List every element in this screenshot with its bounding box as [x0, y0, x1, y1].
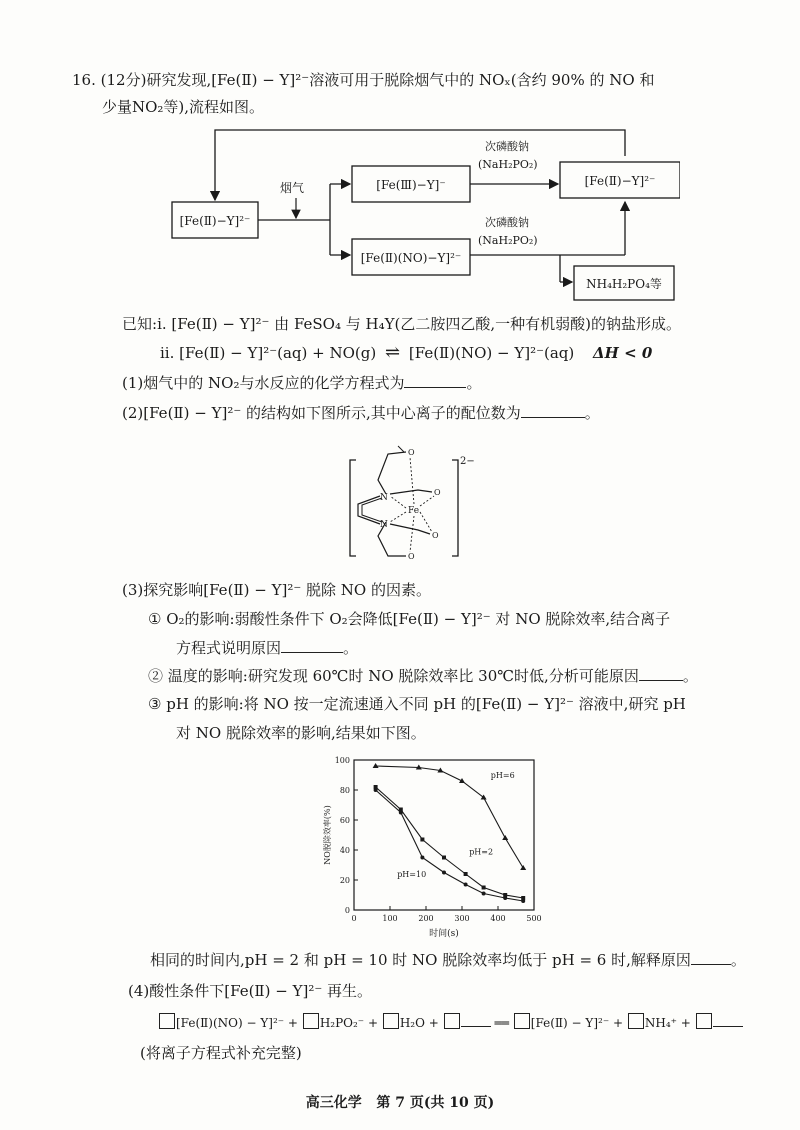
question-2	[122, 403, 600, 423]
x-tick-label: 400	[490, 914, 506, 923]
ph-efficiency-chart	[318, 752, 558, 942]
o-bottom: O	[408, 552, 415, 561]
fe3-label: [Fe(Ⅲ)−Y]⁻	[376, 178, 446, 192]
q1-end: 。	[466, 374, 482, 392]
data-point-pH=10	[374, 788, 378, 792]
eq-arrow: ══	[494, 1016, 509, 1030]
q2-answer-blank[interactable]	[521, 403, 585, 418]
known-i-text: i. [Fe(Ⅱ) − Y]²⁻ 由 FeSO₄ 与 H₄Y(乙二胺四乙酸,一种有机弱酸)的钠盐形成。	[157, 315, 681, 333]
eq-term-1: [Fe(Ⅱ)(NO) − Y]²⁻ +	[176, 1016, 298, 1030]
q3-1-line1: ① O₂的影响:弱酸性条件下 O₂会降低[Fe(Ⅱ) − Y]²⁻ 对 NO 脱除效率,结合离子	[148, 610, 671, 628]
q1-text: (1)烟气中的 NO₂与水反应的化学方程式为	[122, 374, 405, 392]
reagent-bottom-name: 次磷酸钠	[485, 216, 529, 229]
y-tick-label: 0	[344, 906, 350, 915]
y-tick-label: 60	[339, 816, 350, 825]
known-ii-dh: ΔH < 0	[593, 344, 653, 362]
coef-box-7[interactable]	[696, 1013, 712, 1029]
question-intro-1: 研究发现,[Fe(Ⅱ) − Y]²⁻溶液可用于脱除烟气中的 NOₓ(含约 90% 的 NO 和	[146, 71, 655, 89]
q3-2-answer-blank[interactable]	[639, 666, 683, 681]
coef-box-1[interactable]	[159, 1013, 175, 1029]
x-tick-label: 100	[382, 914, 398, 923]
data-point-pH=10	[399, 811, 403, 815]
known-ii-left: ii. [Fe(Ⅱ) − Y]²⁻(aq) + NO(g)	[160, 344, 377, 362]
x-tick-label: 200	[418, 914, 434, 923]
eq-term-4: [Fe(Ⅱ) − Y]²⁻ +	[530, 1016, 624, 1030]
n-atom-top: N	[380, 493, 388, 503]
question-header-line1	[72, 70, 654, 90]
data-point-pH=10	[482, 892, 486, 896]
series-label-pH=2: pH=2	[469, 847, 494, 857]
q2-end: 。	[584, 404, 600, 422]
eq-term-5: NH₄⁺ +	[644, 1016, 691, 1030]
eq-term-3: H₂O +	[399, 1016, 439, 1030]
known-ii-right: [Fe(Ⅱ)(NO) − Y]²⁻(aq)	[408, 344, 575, 362]
series-line-pH=2	[376, 787, 524, 898]
q3-3-line1: ③ pH 的影响:将 NO 按一定流速通入不同 pH 的[Fe(Ⅱ) − Y]²⁻ 溶液中,研究 pH	[148, 695, 686, 713]
q3-1-end: 。	[343, 639, 359, 657]
regeneration-equation	[158, 1012, 743, 1032]
page-footer: 高三化学 第 7 页(共 10 页)	[305, 1095, 495, 1111]
data-point-pH=6	[373, 763, 379, 768]
reagent-top-formula: (NaH₂PO₂)	[478, 158, 538, 171]
data-point-pH=6	[520, 865, 526, 870]
o-right-bottom: O	[432, 531, 439, 540]
coef-box-2[interactable]	[303, 1013, 319, 1029]
data-point-pH=2	[442, 856, 446, 860]
known-label: 已知:	[122, 315, 158, 333]
data-point-pH=10	[420, 856, 424, 860]
x-tick-label: 500	[526, 914, 542, 923]
q3-2	[148, 666, 698, 686]
reagent-bottom-formula: (NaH₂PO₂)	[478, 234, 538, 247]
question-3: (3)探究影响[Fe(Ⅱ) − Y]²⁻ 脱除 NO 的因素。	[122, 581, 431, 599]
fe-center: Fe	[408, 506, 420, 516]
known-i	[122, 314, 681, 334]
y-tick-label: 40	[339, 846, 350, 855]
y-tick-label: 20	[339, 876, 350, 885]
eq-term-2: H₂PO₂⁻ +	[319, 1016, 379, 1030]
equilibrium-arrow: ⇌	[385, 342, 401, 363]
question-points: (12分)	[100, 71, 147, 89]
coef-box-6[interactable]	[628, 1013, 644, 1029]
data-point-pH=10	[442, 871, 446, 875]
left-bracket	[350, 460, 356, 556]
data-point-pH=2	[420, 838, 424, 842]
q3-1-text: 方程式说明原因	[176, 639, 282, 657]
flue-gas-label: 烟气	[280, 181, 305, 195]
x-axis-label: 时间(s)	[429, 929, 459, 939]
y-axis-label: NO脱除效率(%)	[323, 805, 332, 865]
q3-conclusion-text: 相同的时间内,pH = 2 和 pH = 10 时 NO 脱除效率均低于 pH = 6 时,解释原因	[150, 951, 691, 969]
q3-1-line2	[176, 638, 358, 658]
q3-conclusion	[150, 950, 746, 970]
coef-box-4[interactable]	[444, 1013, 460, 1029]
species-blank-1[interactable]	[461, 1012, 491, 1027]
q3-conclusion-end: 。	[730, 951, 746, 969]
series-line-pH=6	[376, 766, 524, 868]
q3-1-answer-blank[interactable]	[281, 638, 343, 653]
q1-answer-blank[interactable]	[404, 373, 466, 388]
reagent-top-name: 次磷酸钠	[485, 140, 529, 153]
question-4: (4)酸性条件下[Fe(Ⅱ) − Y]²⁻ 再生。	[128, 982, 373, 1000]
y-tick-label: 80	[339, 786, 350, 795]
x-tick-label: 0	[351, 914, 357, 923]
data-point-pH=2	[464, 872, 468, 876]
series-label-pH=10: pH=10	[397, 870, 427, 879]
n-atom-bottom: N	[380, 520, 388, 530]
charge-label: 2−	[460, 456, 475, 467]
q3-2-text: ② 温度的影响:研究发现 60℃时 NO 脱除效率比 30℃时低,分析可能原因	[148, 667, 639, 685]
data-point-pH=2	[482, 886, 486, 890]
question-intro-2: 少量NO₂等),流程如图。	[102, 98, 265, 116]
start-label: [Fe(Ⅱ)−Y]²⁻	[179, 214, 251, 228]
y-tick-label: 100	[334, 756, 350, 765]
question-1	[122, 373, 481, 393]
coef-box-3[interactable]	[383, 1013, 399, 1029]
right-bracket	[452, 460, 458, 556]
q3-3-line2: 对 NO 脱除效率的影响,结果如下图。	[176, 724, 426, 742]
process-flow-diagram	[170, 122, 680, 307]
data-point-pH=10	[464, 883, 468, 887]
q2-text: (2)[Fe(Ⅱ) − Y]²⁻ 的结构如下图所示,其中心离子的配位数为	[122, 404, 521, 422]
question-number: 16.	[72, 71, 96, 89]
q3-2-end: 。	[682, 667, 698, 685]
product-fe2-label: [Fe(Ⅱ)−Y]²⁻	[584, 174, 656, 188]
data-point-pH=10	[521, 899, 525, 903]
x-tick-label: 300	[454, 914, 470, 923]
data-point-pH=10	[503, 896, 507, 900]
q3-conclusion-blank[interactable]	[691, 950, 731, 965]
o-right-top: O	[434, 488, 441, 497]
o-top: O	[408, 448, 415, 457]
product-nh4-label: NH₄H₂PO₄等	[586, 277, 662, 291]
data-point-pH=6	[502, 835, 508, 840]
fe-edta-structure	[340, 432, 490, 562]
q4-note: (将离子方程式补充完整)	[140, 1044, 302, 1062]
coef-box-5[interactable]	[514, 1013, 530, 1029]
known-ii	[160, 343, 652, 363]
chart-frame	[354, 760, 534, 910]
feno-label: [Fe(Ⅱ)(NO)−Y]²⁻	[360, 251, 462, 265]
species-blank-2[interactable]	[713, 1012, 743, 1027]
series-label-pH=6: pH=6	[490, 771, 515, 780]
